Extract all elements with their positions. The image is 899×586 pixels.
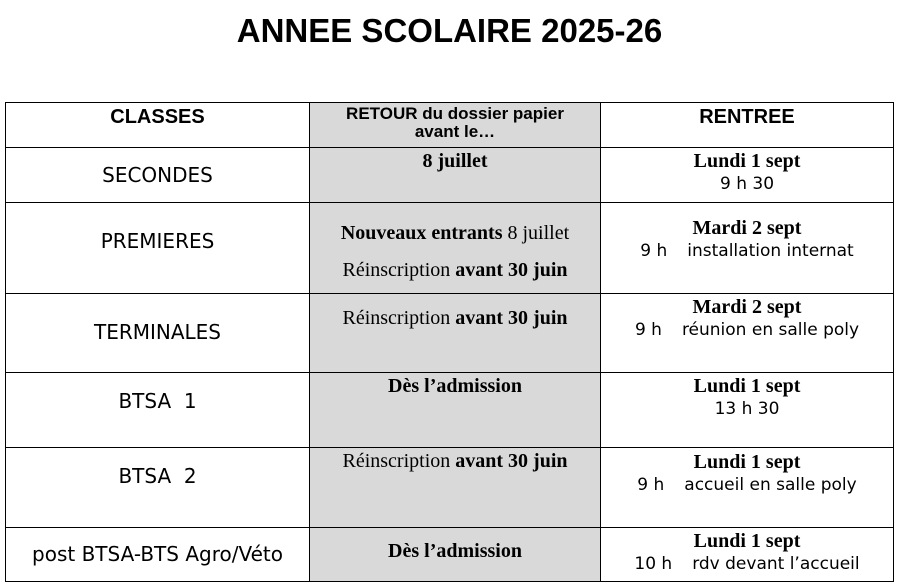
table-row bbox=[6, 528, 894, 582]
retour-cell bbox=[310, 448, 601, 528]
header-retour bbox=[310, 103, 601, 148]
rentree-detail-line bbox=[601, 552, 893, 576]
rentree-cell bbox=[601, 148, 894, 203]
retour-text: Réinscription bbox=[342, 259, 456, 281]
rentree-time: 9 h bbox=[637, 475, 665, 495]
rentree-day: Lundi 1 sept bbox=[693, 375, 801, 397]
rentree-cell bbox=[601, 448, 894, 528]
rentree-detail-line bbox=[601, 318, 893, 342]
rentree-cell bbox=[601, 203, 894, 294]
retour-cell bbox=[310, 148, 601, 203]
retour-text: Réinscription bbox=[342, 307, 456, 329]
retour-cell bbox=[310, 528, 601, 582]
rentree-day: Lundi 1 sept bbox=[693, 150, 801, 172]
class-name: PREMIERES bbox=[6, 203, 310, 294]
retour-line-reinscription bbox=[310, 252, 600, 289]
rentree-time: 10 h bbox=[634, 554, 673, 574]
rentree-time: 13 h 30 bbox=[714, 399, 780, 419]
retour-text: 8 juillet bbox=[502, 222, 570, 244]
rentree-time: 9 h 30 bbox=[719, 174, 775, 194]
table-row bbox=[6, 203, 894, 294]
retour-line-new bbox=[310, 215, 600, 252]
schedule-table bbox=[5, 102, 894, 582]
rentree-detail-line bbox=[601, 473, 893, 497]
retour-date: 8 juillet bbox=[422, 150, 488, 172]
class-name: TERMINALES bbox=[6, 294, 310, 373]
table-row bbox=[6, 373, 894, 448]
retour-bold: avant 30 juin bbox=[455, 259, 568, 281]
table-row bbox=[6, 148, 894, 203]
rentree-detail: installation internat bbox=[687, 241, 854, 261]
header-rentree: RENTREE bbox=[601, 103, 894, 148]
class-name: BTSA 1 bbox=[6, 373, 310, 448]
rentree-day: Mardi 2 sept bbox=[692, 296, 802, 318]
rentree-cell bbox=[601, 373, 894, 448]
table-row bbox=[6, 448, 894, 528]
rentree-detail-line bbox=[601, 239, 893, 263]
header-row bbox=[6, 103, 894, 148]
class-name: BTSA 2 bbox=[6, 448, 310, 528]
header-retour-line1: RETOUR du dossier papier bbox=[346, 104, 564, 123]
retour-cell bbox=[310, 294, 601, 373]
rentree-cell bbox=[601, 294, 894, 373]
retour-bold: Dès l’admission bbox=[388, 540, 522, 562]
table-row bbox=[6, 294, 894, 373]
page-title: ANNEE SCOLAIRE 2025-26 bbox=[236, 12, 663, 49]
class-name: SECONDES bbox=[6, 148, 310, 203]
rentree-detail: réunion en salle poly bbox=[681, 320, 860, 340]
rentree-time: 9 h bbox=[634, 320, 662, 340]
rentree-time: 9 h bbox=[640, 241, 668, 261]
retour-bold: avant 30 juin bbox=[455, 450, 568, 472]
rentree-detail: accueil en salle poly bbox=[684, 475, 857, 495]
header-retour-line2: avant le… bbox=[414, 122, 496, 141]
rentree-day: Mardi 2 sept bbox=[692, 217, 802, 239]
rentree-day: Lundi 1 sept bbox=[693, 451, 801, 473]
rentree-detail: rdv devant l’accueil bbox=[692, 554, 860, 574]
retour-bold: avant 30 juin bbox=[455, 307, 568, 329]
rentree-cell bbox=[601, 528, 894, 582]
rentree-day: Lundi 1 sept bbox=[693, 530, 801, 552]
retour-text: Réinscription bbox=[342, 450, 456, 472]
retour-bold: Dès l’admission bbox=[388, 375, 522, 397]
class-name: post BTSA-BTS Agro/Véto bbox=[6, 528, 310, 582]
retour-bold: Nouveaux entrants bbox=[340, 222, 503, 244]
retour-cell bbox=[310, 373, 601, 448]
retour-cell bbox=[310, 203, 601, 294]
header-classes: CLASSES bbox=[6, 103, 310, 148]
